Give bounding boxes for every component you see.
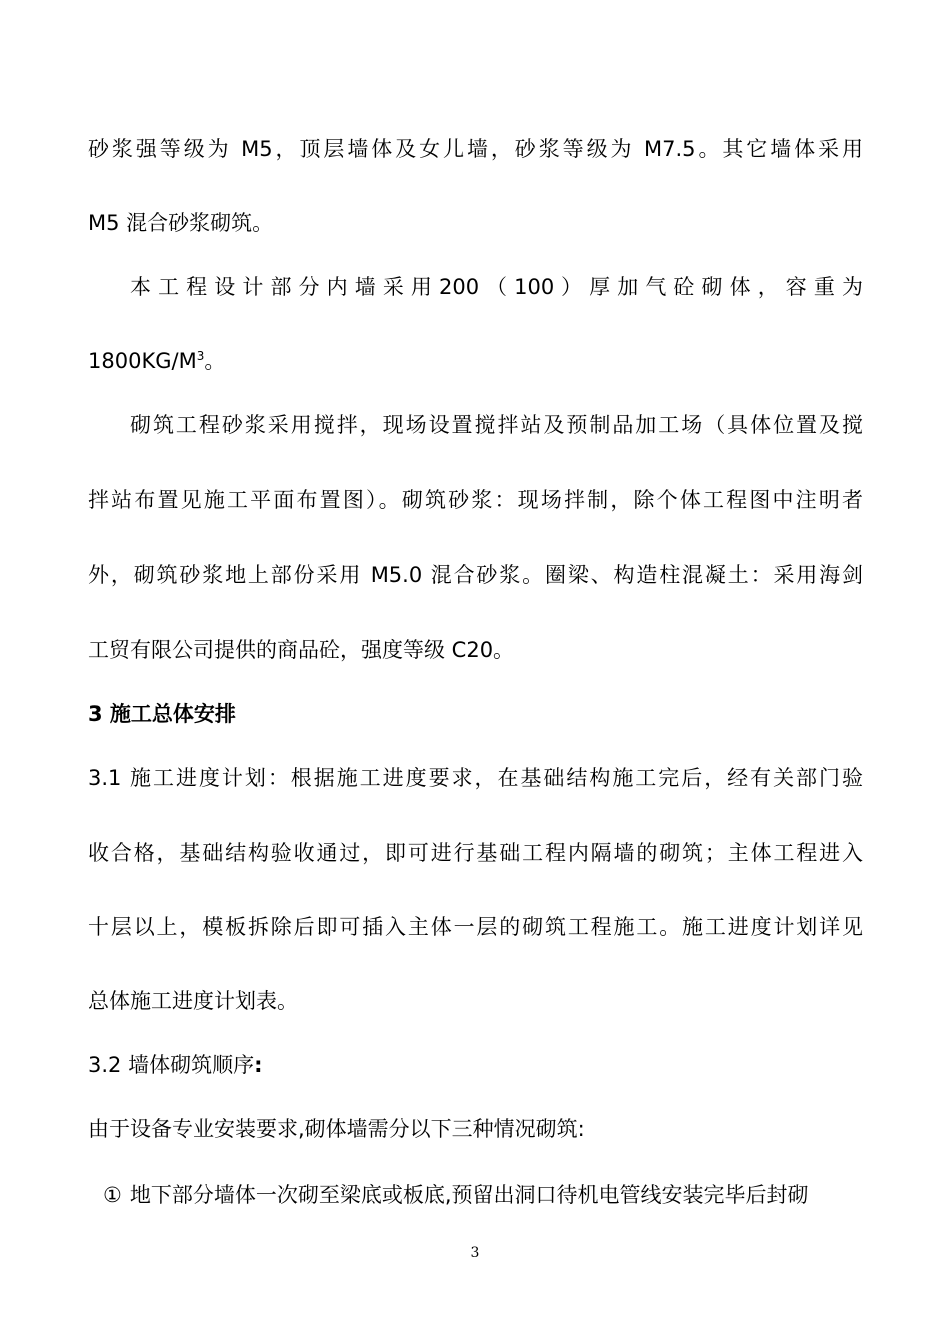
subsection-heading [88, 1050, 863, 1080]
paragraph-line: 总体施工进度计划表。 [88, 989, 298, 1013]
paragraph-line: 本 工 程 设 计 部 分 内 墙 采 用 200 （ 100 ） 厚 加 气 砼 砌 体 ， 容 重 为 [130, 275, 863, 299]
section-heading: 3 施工总体安排 [88, 702, 236, 726]
paragraph-line: 收合格，基础结构验收通过，即可进行基础工程内隔墙的砌筑；主体工程进入 [88, 841, 863, 865]
paragraph-line: 工贸有限公司提供的商品砼，强度等级 C20。 [88, 638, 515, 662]
list-item-text: 地下部分墙体一次砌至梁底或板底,预留出洞口待机电管线安装完毕后封砌 [129, 1183, 809, 1207]
paragraph-line: 拌站布置见施工平面布置图）。砌筑砂浆：现场拌制，除个体工程图中注明者 [88, 488, 863, 512]
paragraph-line [88, 346, 863, 376]
paragraph-line: 外，砌筑砂浆地上部份采用 M5.0 混合砂浆。圈梁、构造柱混凝土：采用海剑 [88, 563, 863, 587]
paragraph-line: 十层以上，模板拆除后即可插入主体一层的砌筑工程施工。施工进度计划详见 [88, 915, 863, 939]
list-item [103, 1180, 863, 1210]
paragraph-line: 由于设备专业安装要求,砌体墙需分以下三种情况砌筑: [88, 1117, 585, 1141]
density-value: 1800KG/M [88, 349, 197, 373]
list-marker: ① [103, 1183, 122, 1207]
punctuation: 。 [204, 349, 226, 373]
paragraph-line: M5 混合砂浆砌筑。 [88, 211, 274, 235]
page-number: 3 [470, 1245, 480, 1261]
subsection-colon: : [254, 1053, 263, 1077]
superscript: 3 [196, 349, 205, 363]
subsection-title: 3.2 墙体砌筑顺序 [88, 1053, 255, 1077]
paragraph-line: 3.1 施工进度计划：根据施工进度要求，在基础结构施工完后，经有关部门验 [88, 766, 863, 790]
paragraph-line: 砌筑工程砂浆采用搅拌，现场设置搅拌站及预制品加工场（具体位置及搅 [130, 413, 863, 437]
paragraph-line: 砂浆强等级为 M5，顶层墙体及女儿墙，砂浆等级为 M7.5。其它墙体采用 [88, 137, 863, 161]
